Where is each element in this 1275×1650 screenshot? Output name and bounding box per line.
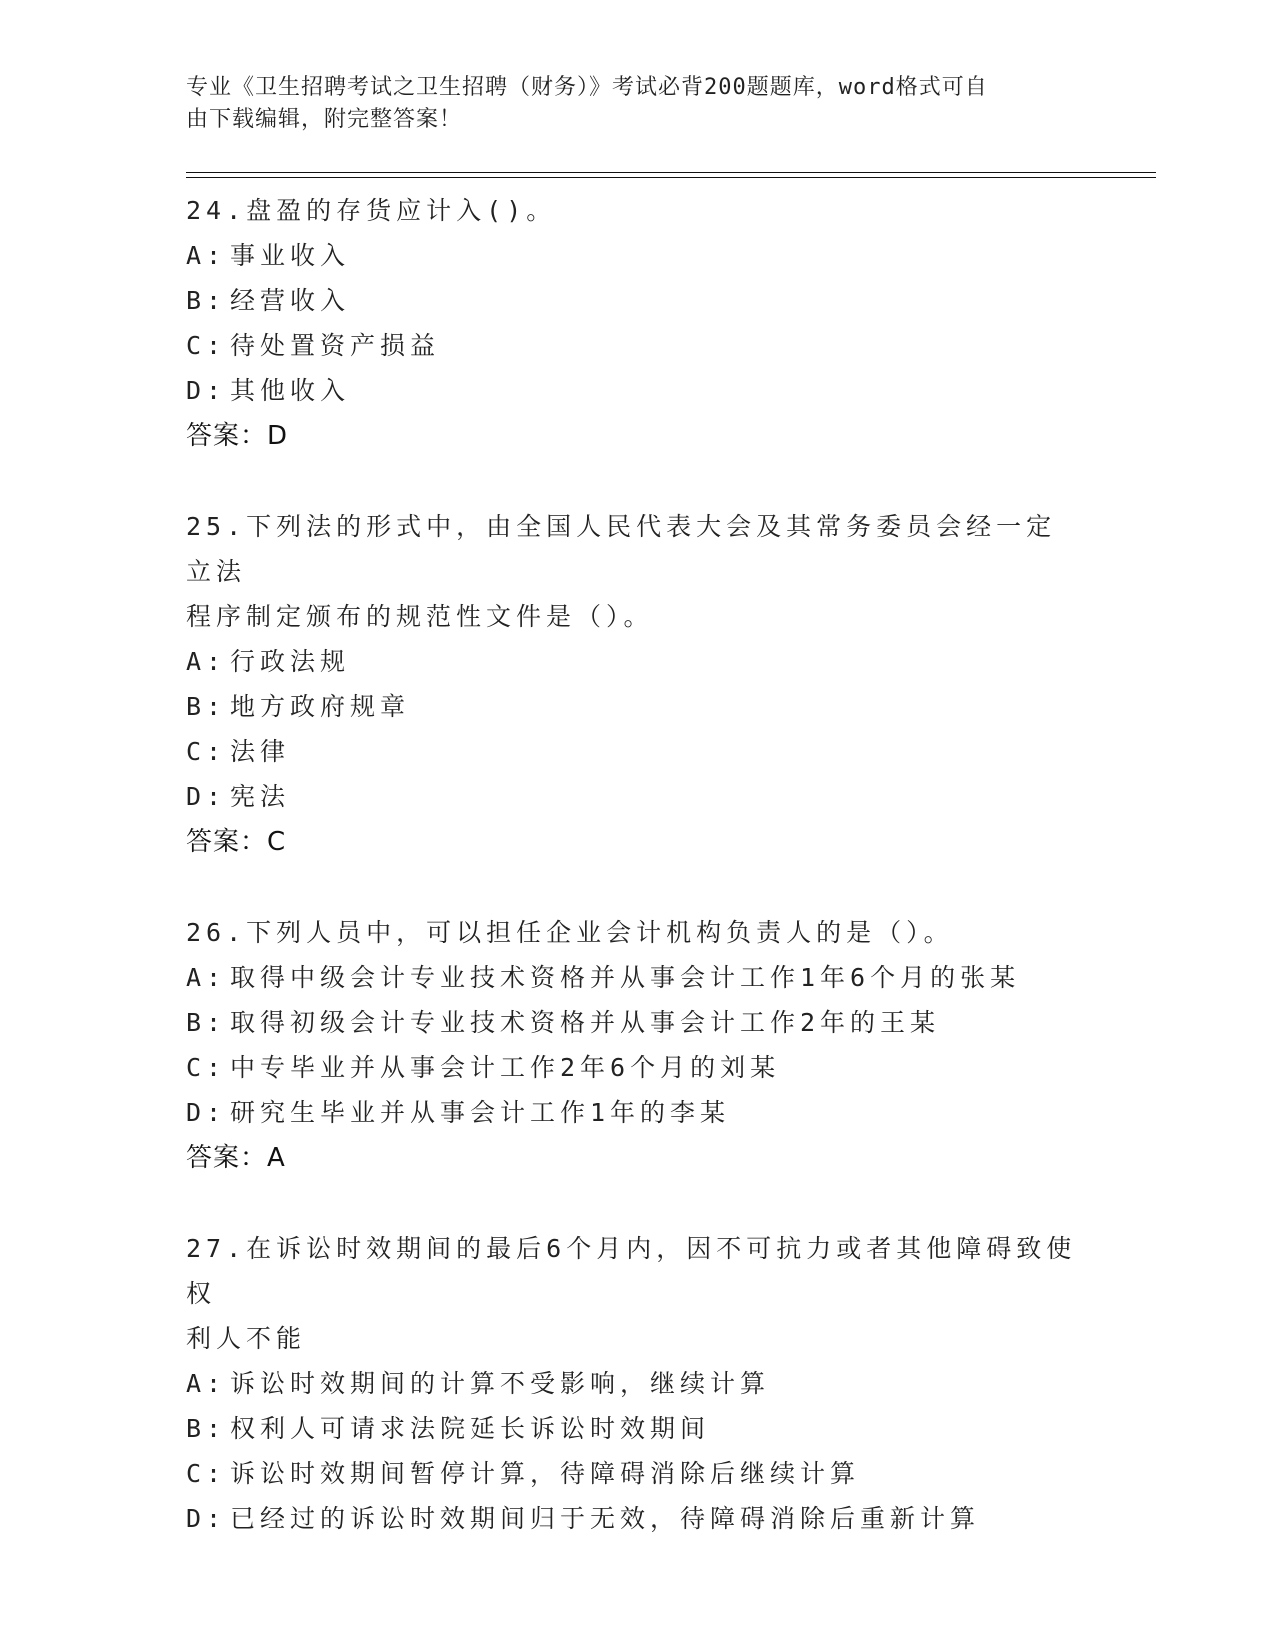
option-d [186,1090,1086,1135]
option-text: 事业收入 [230,241,351,270]
option-b [186,1000,1086,1045]
option-text: 权利人可请求法院延长诉讼时效期间 [230,1414,711,1443]
header-line-1: 专业《卫生招聘考试之卫生招聘（财务）》考试必背200题题库，word格式可自 [186,75,988,100]
option-d [186,368,1086,413]
option-key: B: [186,1414,227,1443]
question-stem-continued: 利人不能 [186,1324,307,1353]
question-list [186,188,1086,1585]
option-key: A: [186,963,227,992]
option-key: B: [186,692,227,721]
answer-line: 答案：C [186,827,287,857]
option-key: D: [186,376,227,405]
option-a [186,1361,1086,1406]
question-stem: 27.在诉讼时效期间的最后6个月内，因不可抗力或者其他障碍致使权 [186,1234,1077,1308]
option-text: 已经过的诉讼时效期间归于无效，待障碍消除后重新计算 [230,1504,981,1533]
option-text: 地方政府规章 [230,692,411,721]
option-key: C: [186,1053,227,1082]
option-c [186,1451,1086,1496]
option-key: C: [186,737,227,766]
option-text: 诉讼时效期间暂停计算，待障碍消除后继续计算 [230,1459,861,1488]
option-b [186,278,1086,323]
option-key: A: [186,647,227,676]
option-text: 经营收入 [230,286,351,315]
option-key: D: [186,1504,227,1533]
option-c [186,729,1086,774]
option-a [186,955,1086,1000]
header-divider-bottom [186,177,1156,178]
question-stem-continued: 程序制定颁布的规范性文件是（）。 [186,602,654,631]
option-text: 其他收入 [230,376,351,405]
option-b [186,1406,1086,1451]
option-text: 诉讼时效期间的计算不受影响，继续计算 [230,1369,771,1398]
option-b [186,684,1086,729]
option-text: 研究生毕业并从事会计工作1年的李某 [230,1098,731,1127]
question-stem: 26.下列人员中，可以担任企业会计机构负责人的是（）。 [186,918,954,947]
option-key: B: [186,286,227,315]
question-stem: 25.下列法的形式中，由全国人民代表大会及其常务委员会经一定立法 [186,512,1057,586]
header-line-2: 由下载编辑，附完整答案！ [186,107,463,132]
option-text: 待处置资产损益 [230,331,441,360]
option-key: B: [186,1008,227,1037]
option-key: C: [186,331,227,360]
option-a [186,639,1086,684]
option-text: 取得初级会计专业技术资格并从事会计工作2年的王某 [230,1008,941,1037]
option-key: A: [186,1369,227,1398]
option-text: 取得中级会计专业技术资格并从事会计工作1年6个月的张某 [230,963,1021,992]
option-key: C: [186,1459,227,1488]
option-d [186,1496,1086,1541]
question-27 [186,1226,1086,1541]
option-key: A: [186,241,227,270]
option-text: 宪法 [230,782,291,811]
question-24 [186,188,1086,460]
question-26 [186,910,1086,1182]
header-divider-top [186,172,1156,173]
option-key: D: [186,782,227,811]
option-c [186,1045,1086,1090]
answer-line: 答案：D [186,421,289,451]
option-key: D: [186,1098,227,1127]
option-a [186,233,1086,278]
option-text: 行政法规 [230,647,351,676]
answer-line: 答案：A [186,1143,286,1173]
option-text: 法律 [230,737,291,766]
option-d [186,774,1086,819]
document-header [186,72,1086,136]
option-text: 中专毕业并从事会计工作2年6个月的刘某 [230,1053,781,1082]
question-stem: 24.盘盈的存货应计入()。 [186,196,557,225]
question-25 [186,504,1086,866]
option-c [186,323,1086,368]
